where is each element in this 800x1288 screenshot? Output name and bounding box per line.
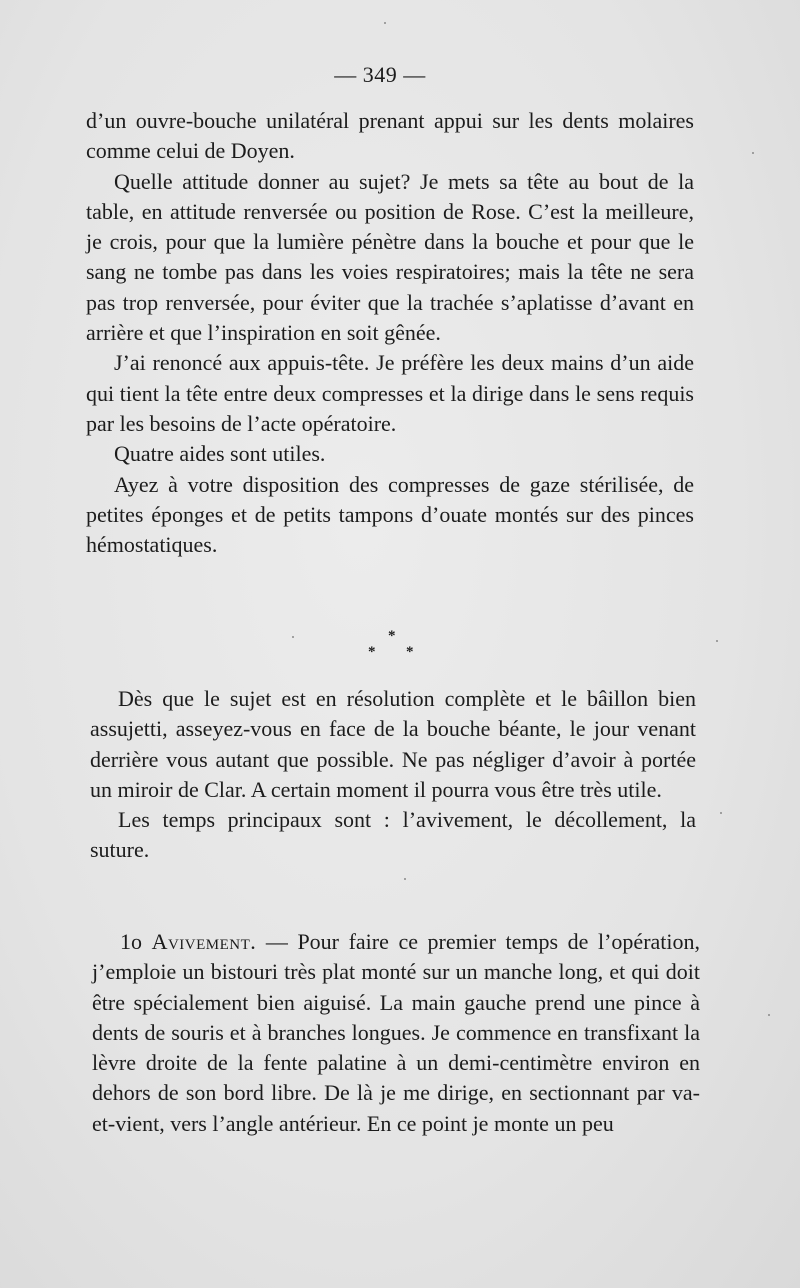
- paper-speck: [716, 640, 718, 642]
- section-number: 1o: [120, 929, 142, 954]
- paragraph: Quelle attitude donner au sujet? Je mets sa tête au bout de la table, en attitude renversée ou position de Rose. C’est la meilleure, je crois, pour que la lumière pénètre dans la bouche et pour que le sang ne tombe pas dans les voies respiratoires; mais la tête ne sera pas trop renversée, pour éviter que la trachée s’aplatisse d’avant en arrière et que l’inspiration en soit gênée.: [86, 168, 694, 346]
- page-number: — 349 —: [334, 62, 426, 87]
- asterisk-icon: *: [368, 644, 376, 660]
- asterisk-icon: *: [406, 644, 414, 660]
- paragraph: Quatre aides sont utiles.: [114, 441, 326, 467]
- text-block-procedure: [90, 684, 696, 866]
- section-body: — Pour faire ce premier temps de l’opération, j’emploie un bistouri très plat monté sur un manche long, et qui doit être spécialement bien aiguisé. La main gauche prend une pince à dents de souris et à branches longues. Je commence en transfixant la lèvre droite de la fente palatine à un demi-centimètre environ en dehors de son bord libre. De là je me dirige, en sectionnant par va-et-vient, vers l’angle antérieur. En ce point je monte un peu: [92, 929, 701, 1136]
- paper-speck: [384, 22, 386, 24]
- paper-speck: [720, 812, 722, 814]
- asterism-separator: [362, 628, 422, 668]
- paragraph: d’un ouvre-bouche unilatéral prenant appui sur les dents molaires comme celui de Doyen.: [86, 108, 694, 164]
- paper-speck: [292, 636, 294, 638]
- asterisk-icon: *: [388, 628, 396, 644]
- paper-speck: [768, 1014, 770, 1016]
- section-heading: Avivement.: [151, 929, 257, 954]
- paragraph: Ayez à votre disposition des compresses de gaze stérilisée, de petites éponges et de petits tampons d’ouate montés sur des pinces hémostatiques.: [86, 471, 694, 558]
- paragraph: Dès que le sujet est en résolution complète et le bâillon bien assujetti, asseyez-vous en face de la bouche béante, le jour venant derrière vous autant que possible. Ne pas négliger d’avoir à portée un miroir de Clar. A certain moment il pourra vous être très utile.: [90, 686, 696, 802]
- paragraph: Les temps principaux sont : l’avivement, le décollement, la suture.: [90, 807, 696, 863]
- section-paragraph: [92, 927, 700, 1139]
- paper-speck: [752, 152, 754, 154]
- paper-speck: [404, 878, 406, 880]
- paragraph: J’ai renoncé aux appuis-tête. Je préfère les deux mains d’un aide qui tient la tête entre deux compresses et la dirige dans le sens requis par les besoins de l’acte opératoire.: [86, 350, 694, 436]
- text-block-preparation: [86, 106, 694, 560]
- text-block-avivement: [92, 927, 700, 1139]
